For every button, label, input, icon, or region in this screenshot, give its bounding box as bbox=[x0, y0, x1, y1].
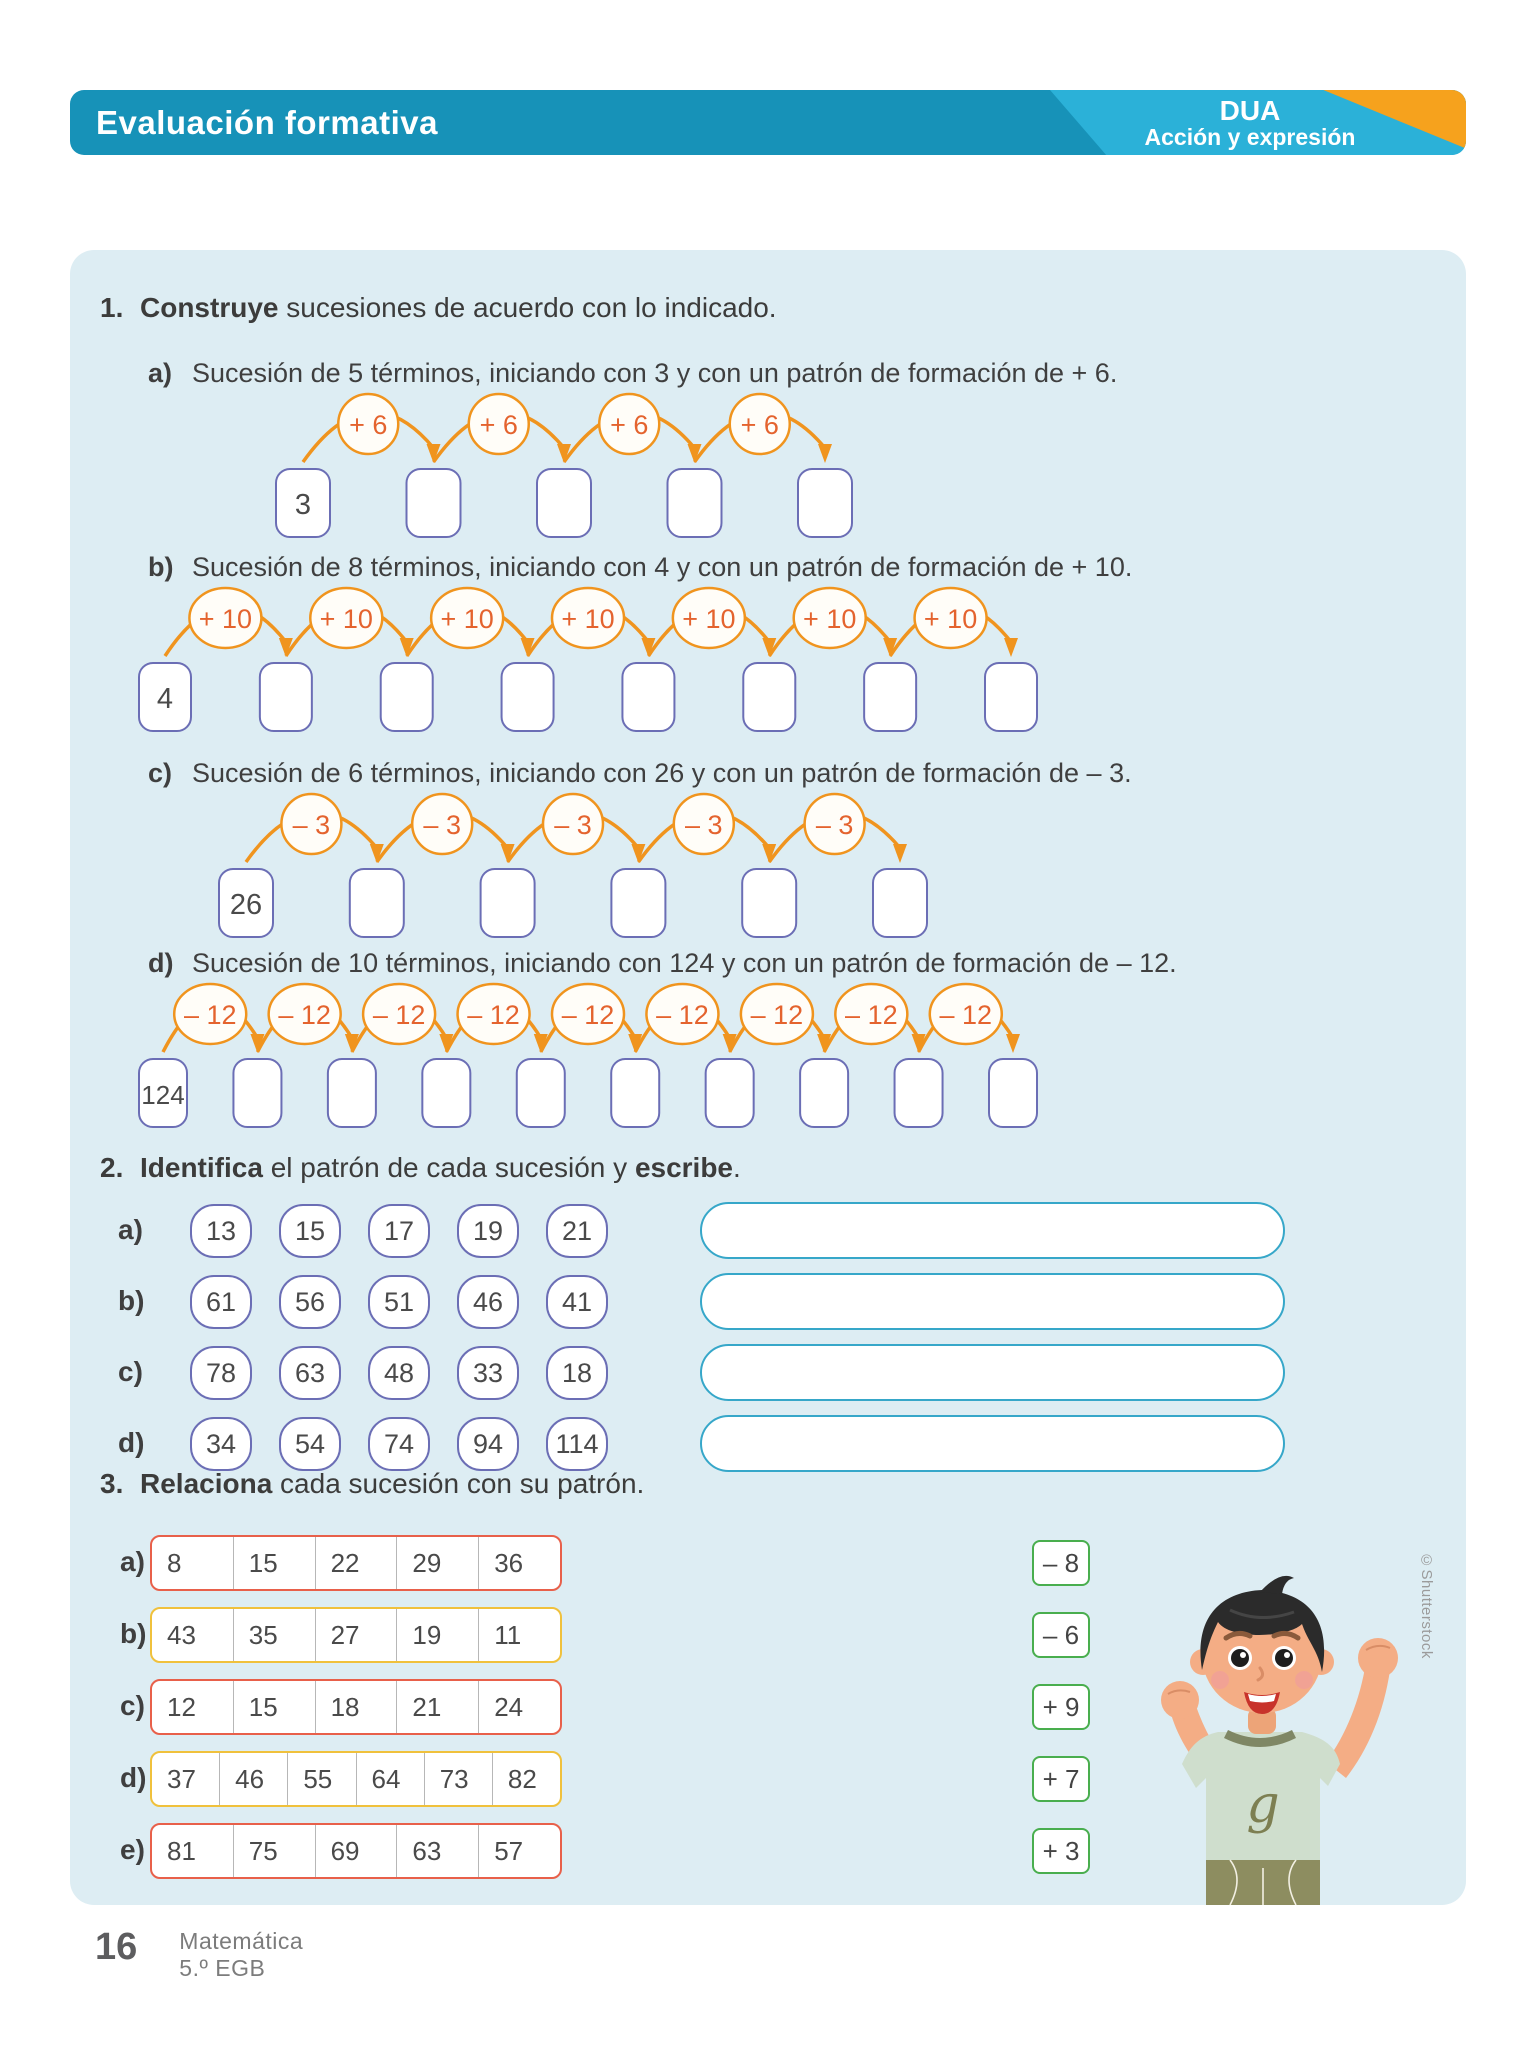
table-cell: 35 bbox=[233, 1609, 315, 1661]
dua-label: DUA bbox=[1219, 94, 1281, 126]
sequence-start-value: 3 bbox=[294, 489, 312, 521]
row-label: c) bbox=[118, 1356, 143, 1387]
pattern-badge[interactable]: + 3 bbox=[1032, 1828, 1090, 1874]
pattern-badge[interactable]: + 7 bbox=[1032, 1756, 1090, 1802]
table-cell: 22 bbox=[315, 1537, 397, 1589]
table-cell: 55 bbox=[287, 1753, 355, 1805]
number-pill: 13 bbox=[190, 1204, 252, 1258]
sequence-answer-box[interactable] bbox=[350, 869, 404, 937]
pattern-bubble-label: – 3 bbox=[423, 810, 461, 840]
grade-level: 5.º EGB bbox=[179, 1955, 266, 1981]
pattern-bubble-label: – 12 bbox=[845, 1000, 898, 1030]
number-pill: 34 bbox=[190, 1417, 252, 1471]
pattern-bubble-label: + 10 bbox=[319, 604, 373, 634]
row-label: d) bbox=[120, 1762, 147, 1793]
sequence-answer-box[interactable] bbox=[260, 663, 312, 731]
exercise2-heading bbox=[100, 1152, 741, 1184]
sequence-answer-box[interactable] bbox=[895, 1059, 943, 1127]
exercise3-number: 3. bbox=[100, 1468, 124, 1499]
number-pill: 51 bbox=[368, 1275, 430, 1329]
image-credit: ©Shutterstock bbox=[1418, 1552, 1435, 1659]
exercise1-verb: Construye bbox=[140, 292, 279, 323]
boy-eye-left bbox=[1231, 1649, 1249, 1667]
pattern-badge[interactable]: + 9 bbox=[1032, 1684, 1090, 1730]
pattern-bubble-label: + 6 bbox=[610, 410, 649, 440]
page-number: 16 bbox=[95, 1926, 138, 1968]
item-text: Sucesión de 5 términos, iniciando con 3 y con un patrón de formación de + 6. bbox=[192, 358, 1118, 388]
sequence-answer-box[interactable] bbox=[742, 869, 796, 937]
sequence-answer-box[interactable] bbox=[743, 663, 795, 731]
pattern-bubble-label: – 12 bbox=[467, 1000, 520, 1030]
sequence-answer-box[interactable] bbox=[481, 869, 535, 937]
arrowhead-icon bbox=[1006, 1034, 1020, 1053]
pattern-bubble-label: – 12 bbox=[561, 1000, 615, 1030]
arrowhead-icon bbox=[818, 444, 832, 463]
row-label: d) bbox=[118, 1427, 145, 1458]
number-pill: 63 bbox=[279, 1346, 341, 1400]
table-cell: 64 bbox=[356, 1753, 424, 1805]
pattern-bubble-label: – 12 bbox=[750, 1000, 804, 1030]
table-cell: 46 bbox=[219, 1753, 287, 1805]
sequence-answer-box[interactable] bbox=[622, 663, 674, 731]
number-pill: 56 bbox=[279, 1275, 341, 1329]
dua-subtitle: Acción y expresión bbox=[1144, 124, 1356, 151]
pattern-bubble-label: + 10 bbox=[923, 604, 978, 634]
pattern-bubble-label: – 3 bbox=[554, 810, 592, 840]
number-pill: 21 bbox=[546, 1204, 608, 1258]
row-label: c) bbox=[120, 1690, 145, 1721]
number-pill: 15 bbox=[279, 1204, 341, 1258]
pattern-bubble-label: + 10 bbox=[198, 604, 253, 634]
table-cell: 12 bbox=[167, 1691, 196, 1722]
pattern-bubble-label: – 3 bbox=[292, 810, 331, 840]
number-pill: 48 bbox=[368, 1346, 430, 1400]
sequence-answer-box[interactable] bbox=[502, 663, 554, 731]
sequence-answer-box[interactable] bbox=[328, 1059, 376, 1127]
exercise2-verb: Identifica bbox=[140, 1152, 263, 1183]
row-label: b) bbox=[118, 1285, 145, 1316]
sequence-table[interactable] bbox=[150, 1823, 562, 1879]
pattern-bubble-label: + 6 bbox=[479, 410, 518, 440]
book-subject bbox=[179, 1928, 303, 1982]
table-cell: 82 bbox=[492, 1753, 560, 1805]
table-cell: 21 bbox=[396, 1681, 478, 1733]
pattern-bubble-label: – 3 bbox=[685, 810, 723, 840]
table-cell: 69 bbox=[315, 1825, 397, 1877]
exercise3-verb: Relaciona bbox=[140, 1468, 273, 1499]
table-cell: 11 bbox=[478, 1609, 560, 1661]
number-pill: 114 bbox=[546, 1417, 608, 1471]
page-title: Evaluación formativa bbox=[96, 103, 438, 141]
sequence-diagram-a bbox=[275, 390, 853, 540]
sequence-answer-box[interactable] bbox=[381, 663, 433, 731]
item-text: Sucesión de 10 términos, iniciando con 124 y con un patrón de formación de – 12. bbox=[192, 948, 1177, 978]
exercise2-text-end: . bbox=[733, 1152, 741, 1183]
number-pill: 78 bbox=[190, 1346, 252, 1400]
sequence-answer-box[interactable] bbox=[985, 663, 1037, 731]
exercise1-heading bbox=[100, 292, 777, 324]
exercise2-text: el patrón de cada sucesión y bbox=[262, 1152, 635, 1183]
boy-illustration bbox=[1110, 1550, 1430, 1905]
exercise2-row-c bbox=[70, 1344, 1466, 1402]
pattern-bubble-label: + 6 bbox=[349, 410, 388, 440]
number-pill: 17 bbox=[368, 1204, 430, 1258]
sequence-diagram-d bbox=[138, 980, 1038, 1130]
pattern-answer-field[interactable] bbox=[700, 1344, 1285, 1401]
title-bar bbox=[70, 90, 1466, 155]
sequence-answer-box[interactable] bbox=[517, 1059, 565, 1127]
table-cell: 75 bbox=[233, 1825, 315, 1877]
number-pill: 41 bbox=[546, 1275, 608, 1329]
arrowhead-icon bbox=[893, 844, 907, 863]
pattern-answer-field[interactable] bbox=[700, 1415, 1285, 1472]
row-label: a) bbox=[118, 1214, 143, 1245]
table-cell: 43 bbox=[167, 1619, 196, 1650]
sequence-table[interactable] bbox=[150, 1535, 562, 1591]
pattern-bubble-label: + 10 bbox=[803, 604, 857, 634]
sequence-answer-box[interactable] bbox=[233, 1059, 281, 1127]
sequence-diagram-c bbox=[218, 790, 928, 940]
item-text: Sucesión de 6 términos, iniciando con 26 y con un patrón de formación de – 3. bbox=[192, 758, 1132, 788]
sequence-answer-box[interactable] bbox=[864, 663, 916, 731]
exercise1-number: 1. bbox=[100, 292, 124, 323]
sequence-answer-box[interactable] bbox=[668, 469, 722, 537]
number-pill: 19 bbox=[457, 1204, 519, 1258]
number-pill: 61 bbox=[190, 1275, 252, 1329]
exercise2-row-a bbox=[70, 1202, 1466, 1260]
sequence-start-value: 124 bbox=[141, 1080, 185, 1110]
pattern-bubble-label: + 6 bbox=[740, 410, 779, 440]
pattern-bubble-label: + 10 bbox=[561, 604, 615, 634]
row-label: a) bbox=[120, 1546, 145, 1577]
sequence-table[interactable] bbox=[150, 1679, 562, 1735]
pattern-answer-field[interactable] bbox=[700, 1202, 1285, 1259]
table-cell: 57 bbox=[478, 1825, 560, 1877]
pattern-bubble-label: – 12 bbox=[372, 1000, 426, 1030]
sequence-answer-box[interactable] bbox=[422, 1059, 470, 1127]
boy-shirt-letter: g bbox=[1246, 1775, 1280, 1835]
pattern-bubble-label: + 10 bbox=[682, 604, 736, 634]
content-panel bbox=[70, 250, 1466, 1905]
number-pill: 33 bbox=[457, 1346, 519, 1400]
item-label: c) bbox=[148, 758, 173, 788]
pattern-bubble-label: – 12 bbox=[278, 1000, 331, 1030]
pattern-bubble-label: – 12 bbox=[656, 1000, 709, 1030]
sequence-start-value: 4 bbox=[156, 683, 174, 715]
item-label: b) bbox=[148, 552, 174, 582]
pattern-answer-field[interactable] bbox=[700, 1273, 1285, 1330]
sequence-answer-box[interactable] bbox=[800, 1059, 848, 1127]
sequence-start-value: 26 bbox=[229, 889, 263, 921]
boy-fist-left bbox=[1161, 1681, 1199, 1719]
table-cell: 29 bbox=[396, 1537, 478, 1589]
row-label: b) bbox=[120, 1618, 147, 1649]
sequence-answer-box[interactable] bbox=[706, 1059, 754, 1127]
table-cell: 19 bbox=[396, 1609, 478, 1661]
table-cell: 15 bbox=[233, 1537, 315, 1589]
item-text: Sucesión de 8 términos, iniciando con 4 y con un patrón de formación de + 10. bbox=[192, 552, 1133, 582]
boy-eye-right bbox=[1275, 1649, 1293, 1667]
exercise3-heading bbox=[100, 1468, 644, 1500]
sequence-answer-box[interactable] bbox=[537, 469, 591, 537]
table-cell: 18 bbox=[315, 1681, 397, 1733]
exercise2-row-d bbox=[70, 1415, 1466, 1473]
table-cell: 27 bbox=[315, 1609, 397, 1661]
pattern-badge[interactable]: – 6 bbox=[1032, 1612, 1090, 1658]
page-footer bbox=[95, 1928, 303, 1982]
number-pill: 94 bbox=[457, 1417, 519, 1471]
number-pill: 54 bbox=[279, 1417, 341, 1471]
item-label: d) bbox=[148, 948, 174, 978]
pattern-bubble-label: + 10 bbox=[440, 604, 494, 634]
exercise2-row-b bbox=[70, 1273, 1466, 1331]
sequence-table[interactable] bbox=[150, 1751, 562, 1807]
table-cell: 24 bbox=[478, 1681, 560, 1733]
pattern-bubble-label: – 3 bbox=[815, 810, 854, 840]
table-cell: 73 bbox=[424, 1753, 492, 1805]
table-cell: 36 bbox=[478, 1537, 560, 1589]
arrowhead-icon bbox=[1004, 638, 1018, 657]
item-label: a) bbox=[148, 358, 173, 388]
exercise2-number: 2. bbox=[100, 1152, 124, 1183]
sequence-answer-box[interactable] bbox=[611, 869, 665, 937]
row-label: e) bbox=[120, 1834, 145, 1865]
sequence-diagram-b bbox=[138, 584, 1038, 734]
subject-name: Matemática bbox=[179, 1928, 304, 1954]
table-cell: 37 bbox=[167, 1763, 196, 1794]
pattern-bubble-label: – 12 bbox=[183, 1000, 237, 1030]
sequence-answer-box[interactable] bbox=[407, 469, 461, 537]
number-pill: 74 bbox=[368, 1417, 430, 1471]
sequence-answer-box[interactable] bbox=[989, 1059, 1037, 1127]
pattern-badge[interactable]: – 8 bbox=[1032, 1540, 1090, 1586]
exercise3-text: cada sucesión con su patrón. bbox=[272, 1468, 645, 1499]
exercise2-verb2: escribe bbox=[634, 1152, 734, 1183]
table-cell: 8 bbox=[167, 1547, 182, 1578]
sequence-table[interactable] bbox=[150, 1607, 562, 1663]
exercise1-text: sucesiones de acuerdo con lo indicado. bbox=[278, 292, 777, 323]
table-cell: 81 bbox=[167, 1835, 196, 1866]
sequence-answer-box[interactable] bbox=[611, 1059, 659, 1127]
sequence-answer-box[interactable] bbox=[873, 869, 927, 937]
number-pill: 46 bbox=[457, 1275, 519, 1329]
pattern-bubble-label: – 12 bbox=[939, 1000, 993, 1030]
number-pill: 18 bbox=[546, 1346, 608, 1400]
table-cell: 15 bbox=[233, 1681, 315, 1733]
sequence-answer-box[interactable] bbox=[798, 469, 852, 537]
boy-fist-right bbox=[1358, 1638, 1398, 1678]
table-cell: 63 bbox=[396, 1825, 478, 1877]
dua-block bbox=[1110, 90, 1390, 155]
